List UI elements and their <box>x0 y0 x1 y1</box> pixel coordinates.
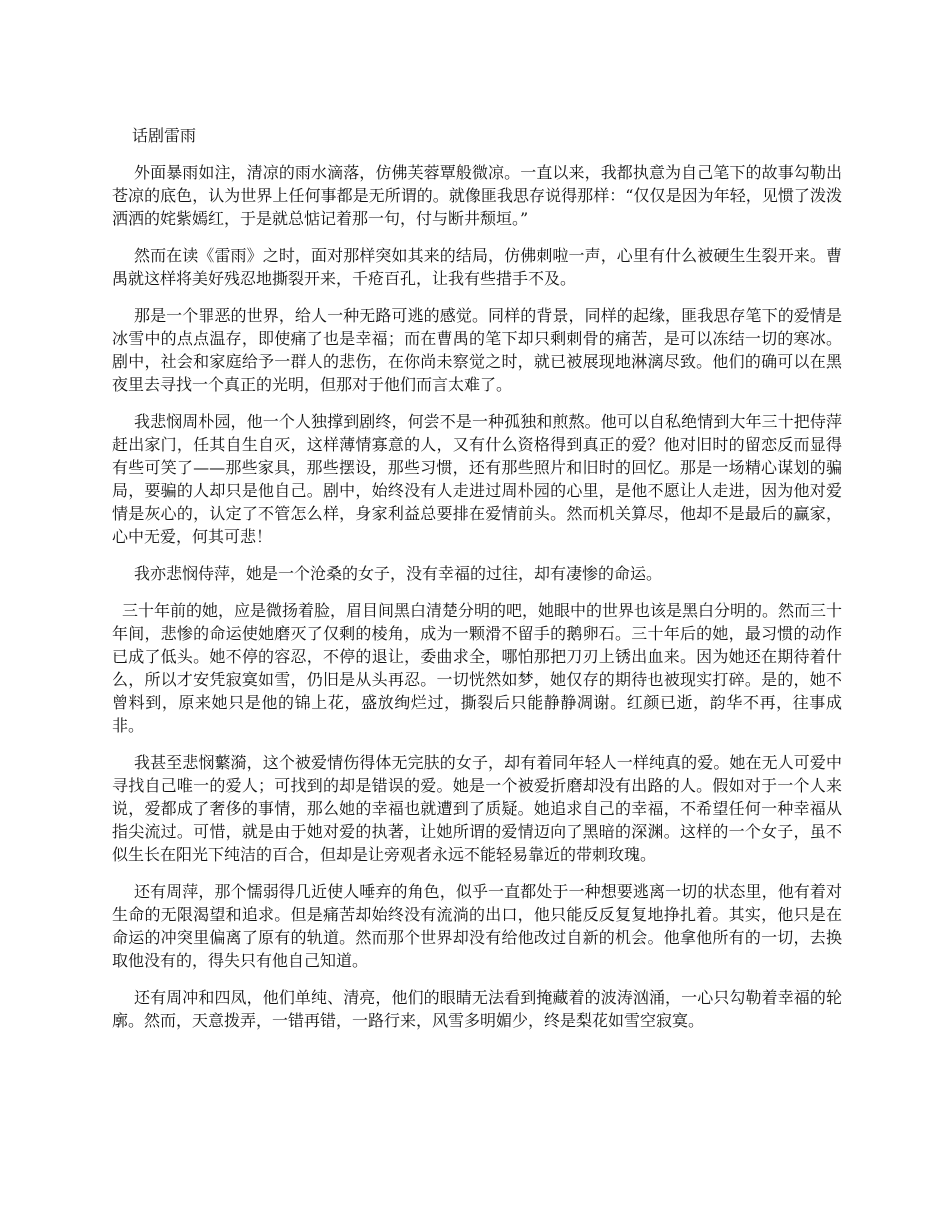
document-title: 话剧雷雨 <box>132 126 197 145</box>
paragraph-4: 我悲悯周朴园，他一个人独撑到剧终，何尝不是一种孤独和煎熬。他可以自私绝情到大年三十把侍萍赶出家门，任其自生自灭，这样薄情寡意的人，又有什么资格得到真正的爱？他对旧时的留恋反而显得有些可笑了——那些家具，那些摆设，那些习惯，还有那些照片和旧时的回忆。那是一场精心谋划的骗局，要骗的人却只是他自己。剧中，始终没有人走进过周朴园的心里，是他不愿让人走进，因为他对爱情是灰心的，认定了不管怎么样，身家利益总要排在爱情前头。然而机关算尽，他却不是最后的赢家，心中无爱，何其可悲！ <box>112 412 842 546</box>
paragraph-8: 还有周萍，那个懦弱得几近使人唾弃的角色，似乎一直都处于一种想要逃离一切的状态里，他有着对生命的无限渴望和追求。但是痛苦却始终没有流淌的出口，他只能反反复复地挣扎着。其实，他只是在命运的冲突里偏离了原有的轨道。然而那个世界却没有给他改过自新的机会。他拿他所有的一切，去换取他没有的，得失只有他自己知道。 <box>112 882 842 970</box>
paragraph-2: 然而在读《雷雨》之时，面对那样突如其来的结局，仿佛刺啦一声，心里有什么被硬生生裂开来。曹禺就这样将美好残忍地撕裂开来，千疮百孔，让我有些措手不及。 <box>112 246 842 288</box>
document-body <box>112 124 842 1046</box>
paragraph-7: 我甚至悲悯蘩漪，这个被爱情伤得体无完肤的女子，却有着同年轻人一样纯真的爱。她在无人可爱中寻找自己唯一的爱人；可找到的却是错误的爱。她是一个被爱折磨却没有出路的人。假如对于一个人来说，爱都成了奢侈的事情，那么她的幸福也就遭到了质疑。她追求自己的幸福，不希望任何一种幸福从指尖流过。可惜，就是由于她对爱的执著，让她所谓的爱情迈向了黑暗的深渊。这样的一个女子，虽不似生长在阳光下纯洁的百合，但却是让旁观者永远不能轻易靠近的带刺玫瑰。 <box>112 753 842 864</box>
paragraph-6: 三十年前的她，应是微扬着脸，眉目间黑白清楚分明的吧，她眼中的世界也该是黑白分明的。然而三十年间，悲惨的命运使她磨灭了仅剩的棱角，成为一颗滑不留手的鹅卵石。三十年后的她，最习惯的动作已成了低头。她不停的容忍，不停的退让，委曲求全，哪怕那把刀刃上锈出血来。因为她还在期待着什么，所以才安凭寂寞如雪，仍旧是从头再忍。一切恍然如梦，她仅存的期待也被现实打碎。是的，她不曾料到，原来她只是他的锦上花，盛放绚烂过，撕裂后只能静静凋谢。红颜已逝，韵华不再，往事成非。 <box>112 601 843 735</box>
paragraph-3: 那是一个罪恶的世界，给人一种无路可逃的感觉。同样的背景，同样的起缘，匪我思存笔下的爱情是冰雪中的点点温存，即使痛了也是幸福；而在曹禺的笔下却只剩刺骨的痛苦，是可以冻结一切的寒冰。剧中，社会和家庭给予一群人的悲伤，在你尚未察觉之时，就已被展现地淋漓尽致。他们的确可以在黑夜里去寻找一个真正的光明，但那对于他们而言太难了。 <box>112 306 842 394</box>
paragraph-1: 外面暴雨如注，清凉的雨水滴落，仿佛芙蓉覃般微凉。一直以来，我都执意为自己笔下的故事勾勒出苍凉的底色，认为世界上任何事都是无所谓的。就像匪我思存说得那样：“仅仅是因为年轻，见惯了泼泼洒洒的姹紫嫣红，于是就总惦记着那一句，付与断井颓垣。” <box>112 163 842 228</box>
paragraph-5: 我亦悲悯侍萍，她是一个沧桑的女子，没有幸福的过往，却有凄惨的命运。 <box>134 564 663 583</box>
paragraph-9: 还有周冲和四凤，他们单纯、清亮，他们的眼睛无法看到掩藏着的波涛汹涌，一心只勾勒着幸福的轮廓。然而，天意拨弄，一错再错，一路行来，风雪多明媚少，终是梨花如雪空寂寞。 <box>112 988 842 1030</box>
